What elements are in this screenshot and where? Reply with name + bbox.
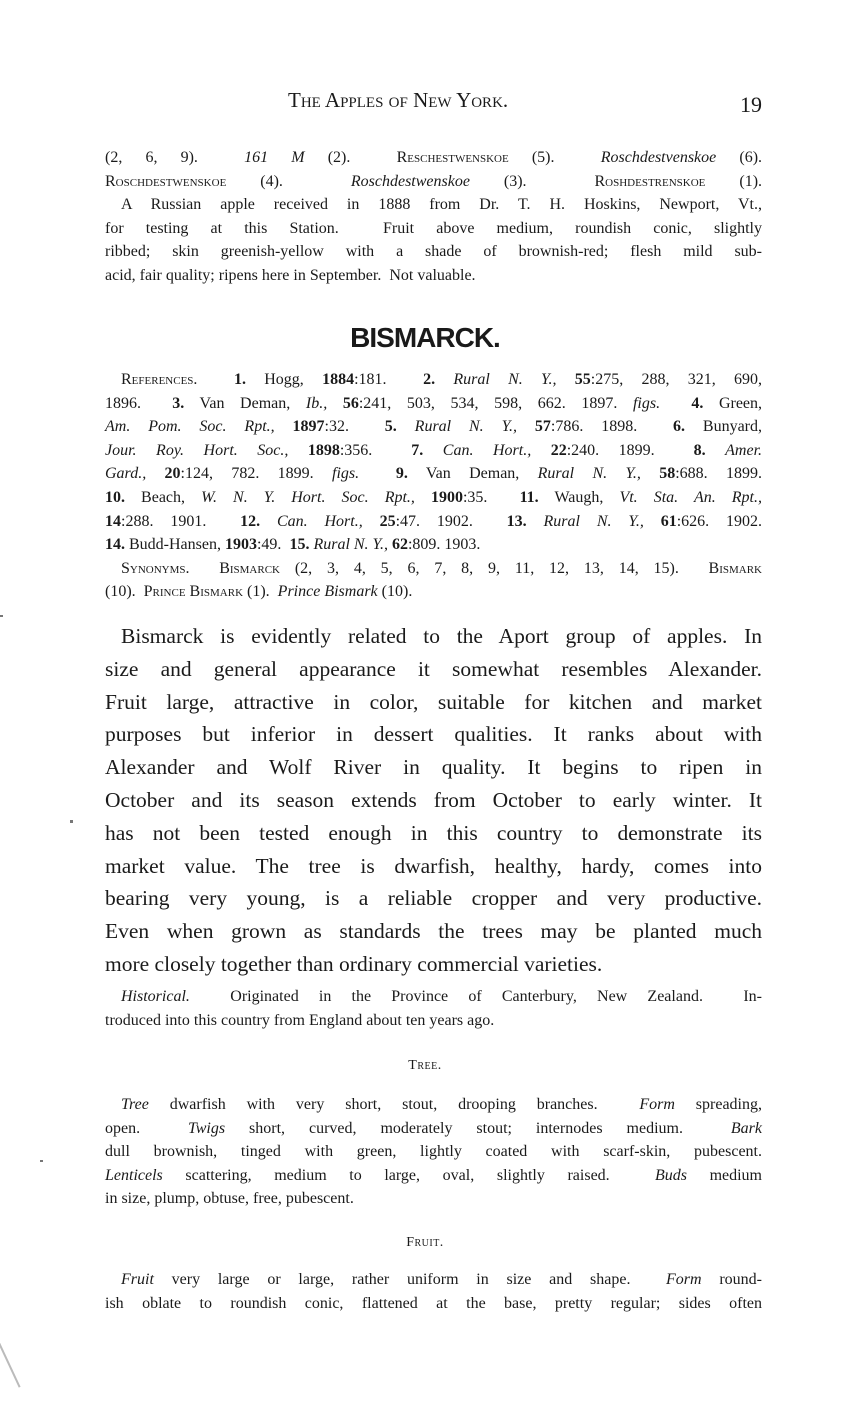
- scan-speck: [40, 1160, 43, 1162]
- text-run: [327, 395, 343, 412]
- tree-paragraph: [105, 1093, 762, 1211]
- bold-number: 1.: [197, 371, 246, 388]
- italic-text: Rural N. Y.,: [453, 371, 557, 388]
- bold-number: 57: [534, 418, 551, 436]
- text-run: [288, 442, 308, 459]
- text-run: [190, 560, 220, 577]
- bold-number: 14: [105, 512, 121, 530]
- text-run: Waugh,: [538, 488, 620, 506]
- text-line: [105, 580, 762, 604]
- bold-number: 61: [660, 512, 677, 530]
- italic-text: Form: [666, 1271, 702, 1288]
- text-line: bearing very young, is a reliable cropper and very productive.: [105, 886, 762, 911]
- bold-number: 4.: [691, 394, 704, 412]
- text-line: [105, 170, 762, 194]
- small-caps-text: Reschestwenskoe: [396, 149, 509, 166]
- text-run: very large or large, rather uniform in size and shape.: [153, 1271, 667, 1288]
- text-line: [105, 193, 762, 217]
- italic-text: Roschdestwenskoe: [350, 172, 470, 190]
- italic-text: Fruit: [121, 1271, 154, 1288]
- text-line: [105, 217, 762, 241]
- text-run: for testing at this Station. Fruit above medium, roundish conic, slightly: [105, 219, 762, 237]
- bold-number: 2.: [423, 371, 436, 388]
- historical-paragraph: [105, 985, 762, 1032]
- italic-text: Lenticels: [105, 1166, 163, 1184]
- bold-number: 1884: [322, 371, 355, 388]
- italic-text: Am. Pom. Soc. Rpt.,: [105, 418, 275, 436]
- text-run: :32.: [324, 418, 385, 436]
- text-line: [105, 462, 762, 486]
- text-run: [415, 489, 431, 506]
- bold-number: 22: [550, 441, 567, 459]
- bold-number: 5.: [384, 418, 397, 436]
- text-line: [105, 1093, 762, 1117]
- text-run: Van Deman,: [407, 465, 538, 483]
- text-run: Beach,: [125, 488, 202, 506]
- bold-number: 1903: [224, 536, 257, 554]
- italic-text: Form: [639, 1096, 675, 1113]
- text-line: Bismarck is evidently related to the Aport group of apples. In: [121, 624, 762, 648]
- bold-number: 12.: [240, 512, 261, 530]
- bold-number: 13.: [506, 512, 527, 530]
- text-run: ribbed; skin greenish-yellow with a shade of brownish-red; flesh mild sub-: [105, 243, 762, 261]
- text-run: [660, 395, 691, 412]
- text-run: :49.: [256, 536, 290, 554]
- italic-text: Rural N. Y.,: [543, 512, 644, 530]
- text-run: scattering, medium to large, oval, slightly raised.: [162, 1166, 655, 1184]
- bold-number: 10.: [105, 488, 125, 506]
- text-line: [105, 1268, 762, 1292]
- italic-text: Twigs: [188, 1119, 226, 1137]
- text-run: A Russian apple received in 1888 from Dr. T. H. Hoskins, Newport, Vt.,: [121, 196, 762, 214]
- text-line: [105, 510, 762, 534]
- text-line: [105, 1292, 762, 1316]
- small-caps-text: Roshdestrenskoe: [594, 172, 706, 190]
- text-line: size and general appearance it somewhat resembles Alexander.: [105, 656, 762, 681]
- text-line: [105, 985, 762, 1009]
- italic-text: Prince Bismark: [277, 583, 378, 601]
- bold-number: 58: [659, 465, 676, 483]
- italic-text: Bark: [730, 1119, 762, 1137]
- text-run: in size, plump, obtuse, free, pubescent.: [105, 1190, 354, 1208]
- text-line: Fruit large, attractive in color, suitable for kitchen and market: [105, 689, 762, 714]
- bold-number: 14.: [105, 536, 125, 554]
- text-run: (2, 6, 9).: [105, 149, 245, 166]
- text-run: (10).: [377, 583, 413, 601]
- text-run: :181.: [354, 371, 424, 388]
- bold-number: 9.: [395, 465, 408, 483]
- bold-number: 6.: [673, 418, 686, 436]
- italic-text: Historical.: [121, 988, 190, 1005]
- text-line: Even when grown as standards the trees may be planted much: [105, 919, 762, 944]
- text-run: (2).: [304, 149, 397, 166]
- bold-number: 8.: [693, 441, 706, 459]
- text-run: :786. 1898.: [550, 418, 674, 436]
- bold-number: 11.: [519, 488, 539, 506]
- text-line: [105, 1140, 762, 1164]
- text-run: [363, 513, 380, 530]
- text-run: (3).: [469, 172, 595, 190]
- bold-number: 1897: [292, 418, 325, 436]
- text-line: [105, 146, 762, 170]
- text-run: (10).: [105, 583, 144, 601]
- text-run: acid, fair quality; ripens here in September. Not valuable.: [105, 266, 476, 284]
- text-run: short, curved, moderately stout; internodes medium.: [225, 1119, 731, 1137]
- italic-text: 161 M: [244, 149, 305, 166]
- text-line: [105, 1187, 762, 1211]
- text-run: spreading,: [674, 1096, 763, 1113]
- scan-edge-noise: [0, 1332, 21, 1387]
- text-run: ish oblate to roundish conic, flattened at the base, pretty regular; sides often: [105, 1294, 762, 1312]
- text-run: [435, 371, 453, 388]
- text-run: dull brownish, tinged with green, lightly coated with scarf-skin, pubescent.: [105, 1143, 762, 1161]
- text-run: dwarfish with very short, stout, drooping branches.: [148, 1096, 640, 1113]
- text-line: [105, 486, 762, 510]
- scan-speck: [0, 615, 3, 617]
- description-paragraph: [105, 620, 762, 981]
- italic-text: Jour. Roy. Hort. Soc.,: [105, 441, 289, 459]
- section-title: BISMARCK.: [350, 322, 500, 353]
- text-run: :809. 1903.: [407, 536, 481, 554]
- italic-text: Roschdestvenskoe: [600, 149, 717, 166]
- bold-number: 1900: [430, 488, 463, 506]
- bold-number: 62: [391, 536, 408, 554]
- italic-text: Gard.,: [105, 465, 147, 483]
- fruit-paragraph: [105, 1268, 762, 1315]
- text-run: Originated in the Province of Canterbury, New Zealand. In-: [189, 988, 762, 1005]
- text-run: troduced into this country from England about ten years ago.: [105, 1011, 495, 1029]
- text-run: open.: [105, 1119, 189, 1137]
- text-run: round-: [701, 1271, 763, 1288]
- small-caps-text: Prince Bismark: [143, 583, 244, 601]
- text-run: [527, 513, 544, 530]
- text-run: Green,: [703, 394, 763, 412]
- text-line: [105, 1117, 762, 1141]
- text-run: :688. 1899.: [675, 465, 763, 483]
- italic-text: Buds: [654, 1166, 687, 1184]
- text-run: :626. 1902.: [676, 512, 763, 530]
- italic-text: figs.: [632, 394, 661, 412]
- text-run: :124, 782. 1899.: [180, 465, 333, 483]
- text-run: (2, 3, 4, 5, 6, 7, 8, 9, 11, 12, 13, 14, 15).: [280, 559, 709, 577]
- italic-text: Amer.: [725, 441, 763, 459]
- text-line: [105, 533, 762, 557]
- text-run: :288. 1901.: [121, 512, 241, 530]
- text-line: [105, 415, 762, 439]
- text-run: medium: [686, 1166, 763, 1184]
- text-line: October and its season extends from October to early winter. It: [105, 787, 762, 812]
- text-run: [397, 418, 415, 435]
- bold-number: 20: [164, 465, 181, 483]
- text-line: [105, 1009, 762, 1033]
- text-run: :356.: [339, 441, 412, 459]
- text-run: [275, 418, 293, 435]
- text-run: [644, 513, 661, 530]
- text-line: more closely together than ordinary commercial varieties.: [105, 951, 603, 976]
- text-run: Hogg,: [245, 371, 323, 388]
- small-caps-text: Bismarck: [219, 559, 280, 577]
- text-run: [531, 442, 551, 459]
- text-run: (4).: [226, 172, 351, 190]
- text-line: [105, 557, 762, 581]
- small-caps-text: Roschdestwenskoe: [105, 172, 227, 190]
- text-run: :275, 288, 321, 690,: [590, 371, 763, 388]
- text-run: (1).: [705, 172, 763, 190]
- bold-number: 55: [574, 371, 591, 388]
- italic-text: Rural N. Y.,: [414, 418, 517, 436]
- italic-text: Rural N. Y.,: [537, 465, 641, 483]
- italic-text: figs.: [332, 465, 360, 483]
- text-run: Bunyard,: [685, 418, 763, 436]
- running-title: The Apples of New York.: [288, 88, 509, 112]
- italic-text: Rural N. Y.,: [313, 536, 388, 554]
- text-run: 1896.: [105, 394, 173, 412]
- text-run: :47. 1902.: [395, 512, 507, 530]
- text-line: [105, 240, 762, 264]
- italic-text: Ib.,: [305, 394, 328, 412]
- text-run: :35.: [462, 488, 520, 506]
- text-line: [105, 264, 762, 288]
- scan-speck: [70, 820, 73, 823]
- bold-number: 1898: [307, 441, 340, 459]
- text-run: [556, 371, 574, 388]
- text-run: [517, 418, 535, 435]
- text-run: [641, 465, 659, 482]
- italic-text: Vt. Sta. An. Rpt.,: [619, 488, 763, 506]
- bold-number: 25: [379, 512, 396, 530]
- text-line: purposes but inferior in dessert qualities. It ranks about with: [105, 722, 762, 747]
- text-run: [146, 465, 164, 482]
- text-run: [359, 465, 396, 482]
- text-run: (6).: [716, 149, 763, 166]
- text-line: Alexander and Wolf River in quality. It begins to ripen in: [105, 755, 762, 780]
- tree-heading: Tree.: [408, 1058, 442, 1073]
- intro-paragraph: [105, 146, 762, 288]
- text-run: [423, 442, 443, 459]
- small-caps-text: Synonyms.: [121, 559, 190, 577]
- italic-text: Can. Hort.,: [276, 512, 363, 530]
- text-line: [105, 368, 762, 392]
- bold-number: 15.: [289, 536, 310, 554]
- text-run: [260, 513, 277, 530]
- italic-text: Tree: [121, 1096, 149, 1113]
- italic-text: Can. Hort.,: [442, 441, 532, 459]
- text-run: (5).: [508, 149, 601, 166]
- small-caps-text: Bismark: [708, 559, 763, 577]
- italic-text: W. N. Y. Hort. Soc. Rpt.,: [201, 488, 415, 506]
- text-line: [105, 392, 762, 416]
- text-line: [105, 1164, 762, 1188]
- text-line: market value. The tree is dwarfish, healthy, hardy, comes into: [105, 853, 762, 878]
- small-caps-text: References.: [121, 371, 198, 388]
- page-number: 19: [740, 92, 762, 117]
- text-run: Van Deman,: [184, 394, 306, 412]
- bold-number: 7.: [411, 441, 424, 459]
- text-line: [105, 439, 762, 463]
- text-run: [706, 442, 726, 459]
- text-run: :241, 503, 534, 598, 662. 1897.: [358, 394, 633, 412]
- text-line: has not been tested enough in this country to demonstrate its: [105, 820, 762, 845]
- text-run: :240. 1899.: [566, 441, 694, 459]
- text-run: (1).: [243, 583, 278, 601]
- bold-number: 3.: [172, 394, 185, 412]
- fruit-heading: Fruit.: [406, 1235, 444, 1250]
- text-run: Budd-Hansen,: [125, 536, 225, 554]
- references-paragraph: [105, 368, 762, 604]
- bold-number: 56: [342, 394, 359, 412]
